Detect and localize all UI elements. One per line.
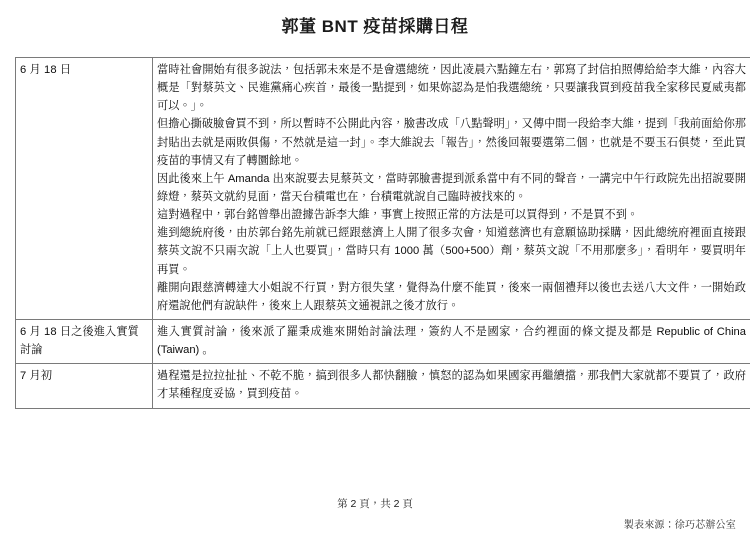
- row-content-cell: [153, 58, 750, 320]
- content-paragraph: 過程還是拉拉扯扯、不乾不脆，搞到很多人都快翻臉，慎怒的認為如果國家再繼續擋，那我們大家就都不要買了，政府才某種程度妥協，買到疫苗。: [157, 370, 746, 401]
- content-paragraph: 這對過程中，郭台銘曾舉出證據告訴李大維，事實上按照正常的方法是可以買得到，不是買不到。: [157, 209, 639, 222]
- content-paragraph: 但擔心撕破臉會買不到，所以暫時不公開此內容，臉書改成「八點聲明」，又傳中間一段給李大維，提到「我前面給你那封貼出去就是兩敗俱傷，不然就是這一封」。李大維說去「報告」，然後回報要選第二個，也就是不要玉石俱焚，至此買疫苗的事情又有了轉圜餘地。: [157, 118, 746, 167]
- content-paragraph: 離開向跟慈濟轉達大小姐說不行買，對方很失望，覺得為什麼不能買，後來一兩個禮拜以後也去送八大文件，一開始政府還說他們有說缺件，後來上人跟蔡英文通視訊之後才放行。: [157, 281, 746, 312]
- content-paragraph: 當時社會開始有很多說法，包括郭未來是不是會選總统，因此凌晨六點鐘左右，郭寫了封信拍照傳給給李大維，內容大概是「對蔡英文、民進黨痛心疾首，最後一點提到，如果妳認為是怕我選總统，只要讓我買到疫苗我全家移民夏威夷都可以。」。: [157, 64, 746, 113]
- table-row: [16, 364, 750, 408]
- schedule-table: [15, 57, 750, 409]
- row-content-cell: [153, 319, 750, 363]
- row-date-cell: 7 月初: [16, 364, 153, 408]
- row-content-cell: [153, 364, 750, 408]
- row-date-cell: 6 月 18 日: [16, 58, 153, 320]
- schedule-table-container: [15, 57, 746, 409]
- content-paragraph: 進到總統府後，由於郭台銘先前就已經跟慈濟上人開了很多次會，知道慈濟也有意願協助採購，因此總统府裡面直接跟蔡英文說不只兩次說「上人也要買」，當時只有 1000 萬（500+500）劑，蔡英文說「不用那麼多」，看明年，要買明年再買。: [157, 227, 746, 276]
- row-date-cell: 6 月 18 日之後進入實質討論: [16, 319, 153, 363]
- table-row: [16, 58, 750, 320]
- table-row: [16, 319, 750, 363]
- content-paragraph: 因此後來上午 Amanda 出來說要去見蔡英文，當時郭臉書提到派系當中有不同的聲音，一講完中午行政院先出招說要開綠燈，蔡英文就約見面，當天台積電也在，台積電就說自己臨時被找來的。: [157, 172, 746, 203]
- schedule-table-body: [16, 58, 750, 409]
- page-title: 郭董 BNT 疫苗採購日程: [281, 17, 469, 36]
- content-paragraph: 進入實質討論，後來派了羅秉成進來開始討論法理，簽約人不是國家，合约裡面的條文提及都是 Republic of China (Taiwan) 。: [157, 325, 746, 357]
- page-number-indicator: 第 2 頁，共 2 頁: [337, 498, 413, 510]
- source-attribution: 製表來源：徐巧芯辦公室: [623, 520, 736, 531]
